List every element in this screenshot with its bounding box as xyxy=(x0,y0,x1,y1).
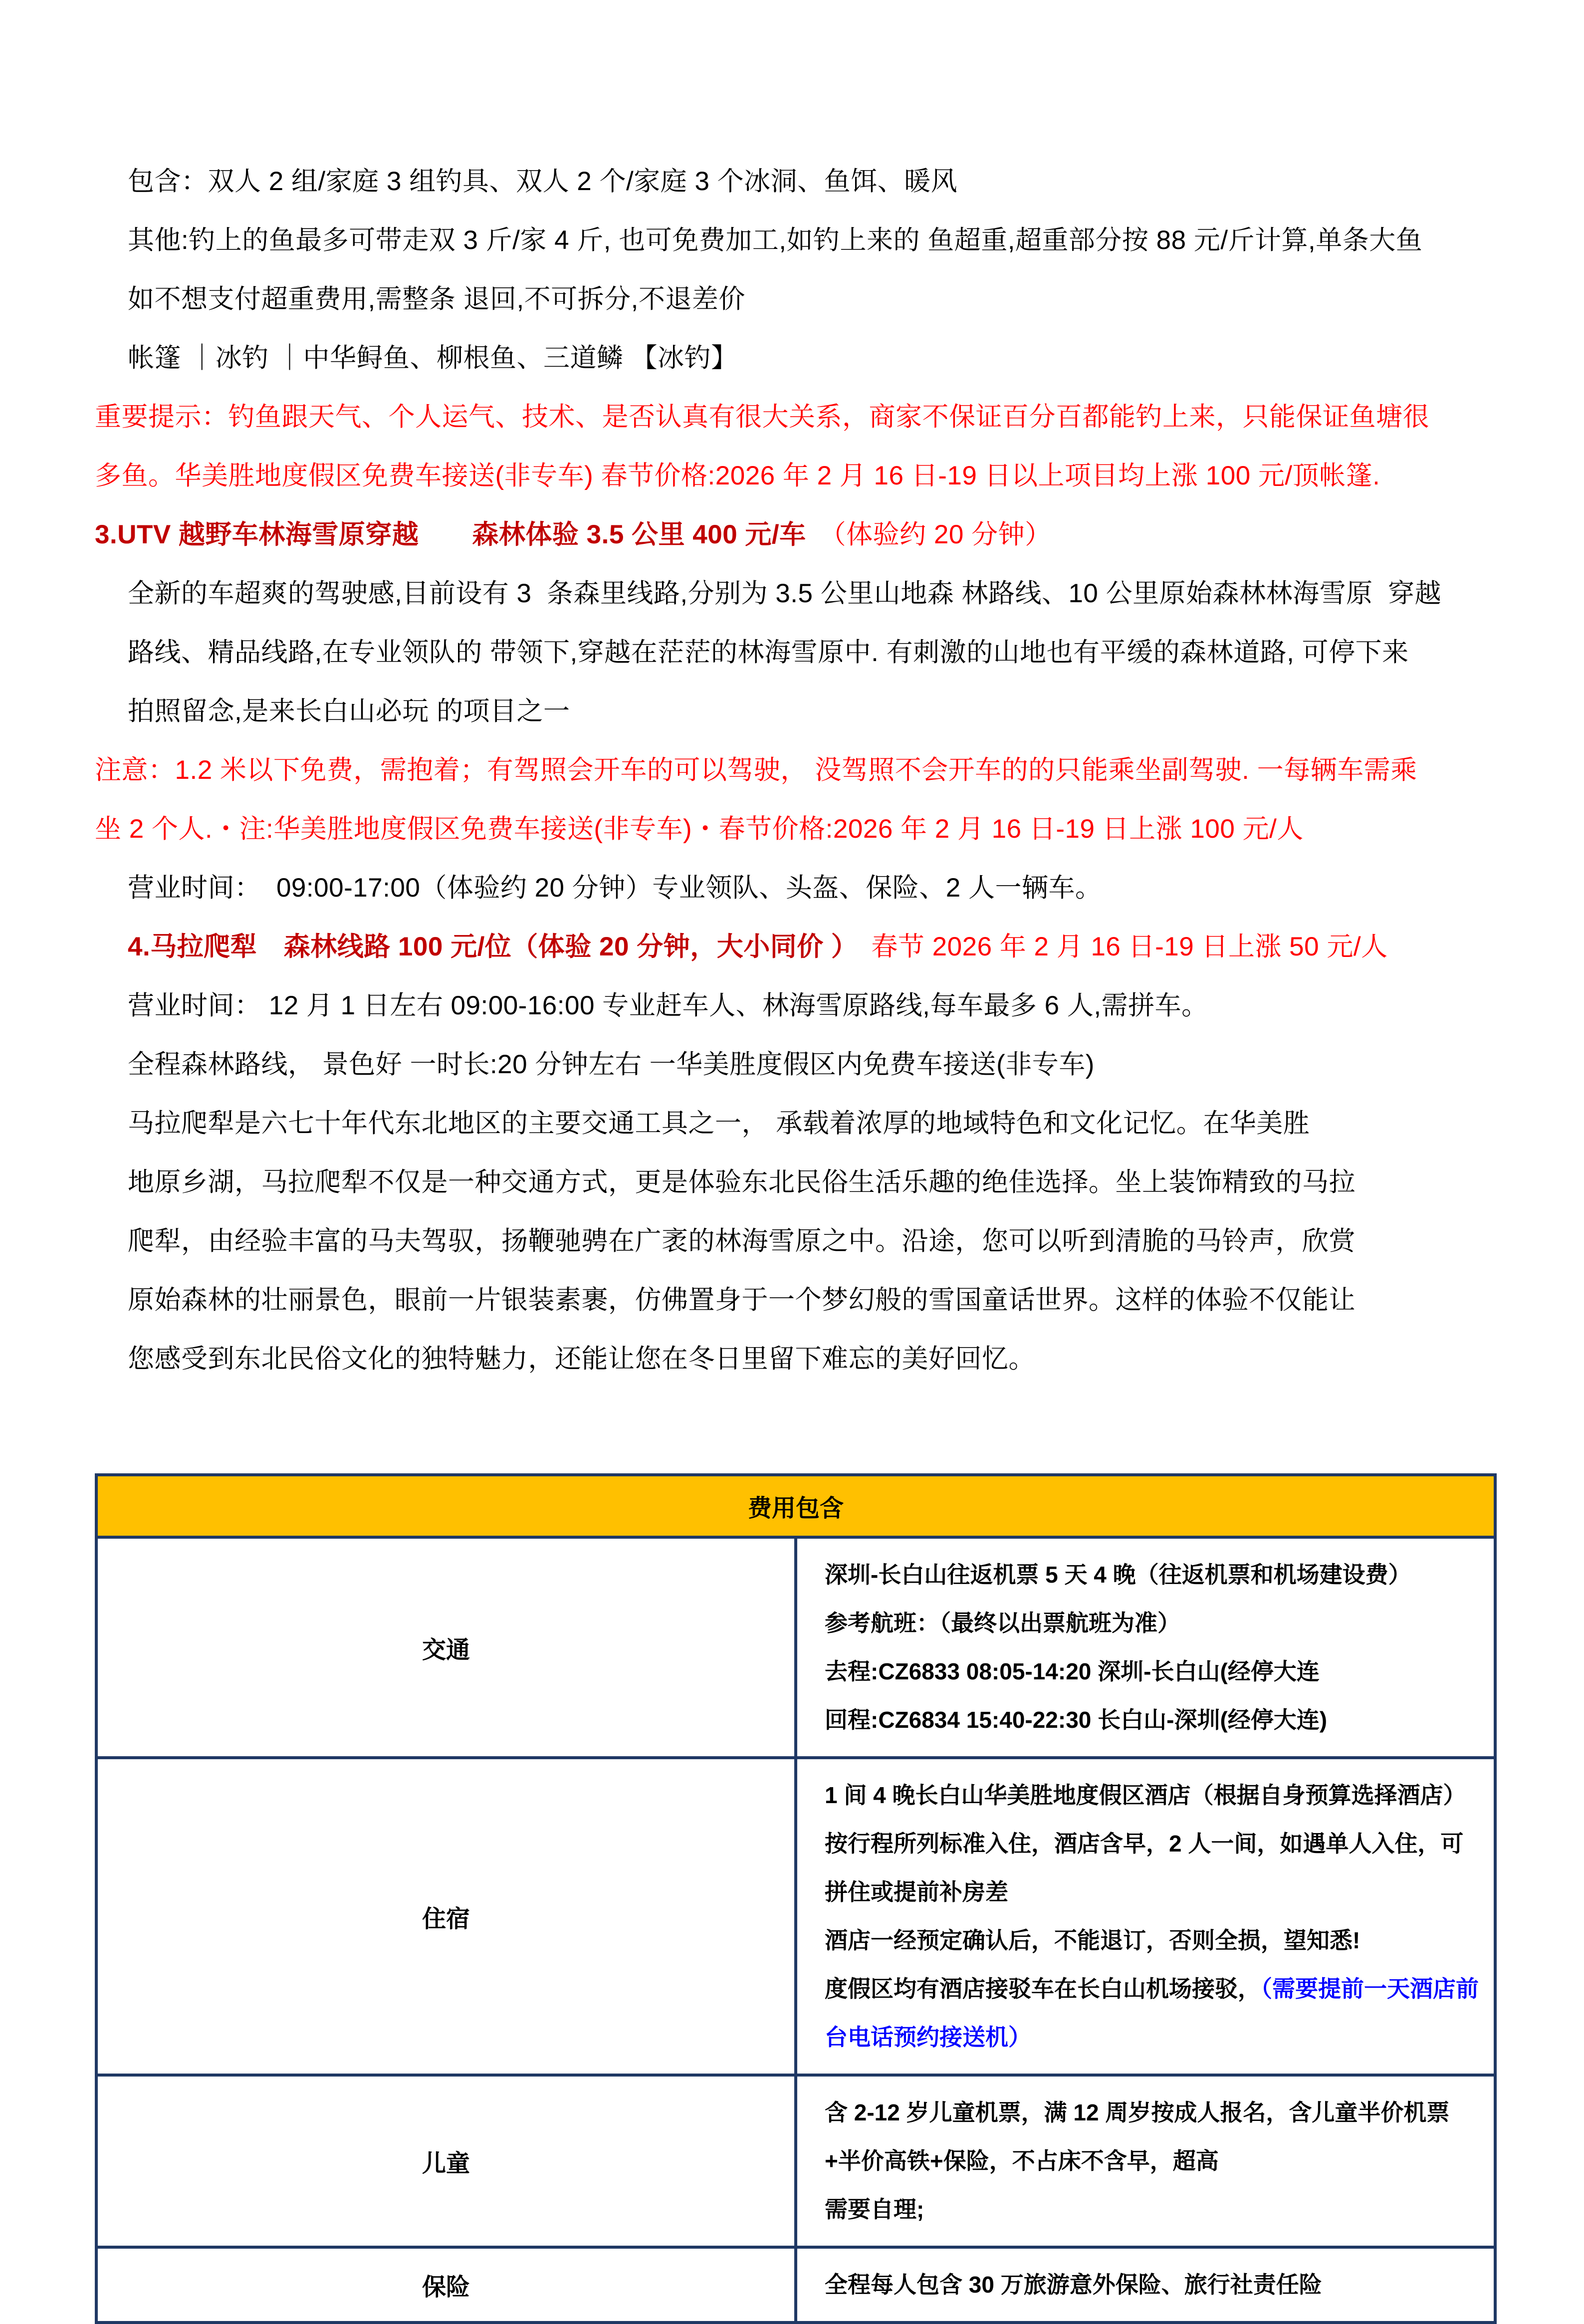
fee-row-content xyxy=(796,2075,1495,2247)
text-line xyxy=(95,564,1497,623)
cell-line xyxy=(825,1696,1479,1744)
text-segment: 地原乡湖，马拉爬犁不仅是一种交通方式，更是体验东北民俗生活乐趣的绝佳选择。坐上装饰精致的马拉 xyxy=(128,1167,1356,1197)
text-segment: 全程森林路线， 景色好 一时长:20 分钟左右 一华美胜度假区内免费车接送(非专车) xyxy=(128,1050,1095,1079)
text-line xyxy=(95,211,1497,270)
fee-row-label: 住宿 xyxy=(96,1758,796,2075)
text-line xyxy=(95,1035,1497,1094)
fee-row-label: 儿童 xyxy=(96,2075,796,2247)
fee-table xyxy=(95,1473,1497,2324)
text-segment: 多鱼。华美胜地度假区免费车接送(非专车) 春节价格:2026 年 2 月 16 日-19 日以上项目均上涨 100 元/顶帐篷. xyxy=(95,461,1380,490)
text-line xyxy=(95,447,1497,505)
text-segment: 营业时间： 09:00-17:00（体验约 20 分钟）专业领队、头盔、保险、2 人一辆车。 xyxy=(128,873,1102,903)
text-segment: 注意：1.2 米以下免费，需抱着；有驾照会开车的可以驾驶， 没驾照不会开车的的只能乘坐副驾驶. 一每辆车需乘 xyxy=(95,755,1417,785)
text-line xyxy=(95,505,1497,564)
text-line xyxy=(95,270,1497,329)
text-segment: 包含：双人 2 组/家庭 3 组钓具、双人 2 个/家庭 3 个冰洞、鱼饵、暖风 xyxy=(128,167,958,196)
cell-line xyxy=(825,2261,1479,2309)
text-segment: 重要提示：钓鱼跟天气、个人运气、技术、是否认真有很大关系，商家不保证百分百都能钓上来，只能保证鱼塘很 xyxy=(95,402,1429,432)
text-segment: （需要提前一天酒店前台电话预约接送机） xyxy=(825,1976,1479,2050)
cell-line xyxy=(825,1771,1479,1820)
text-segment: 深圳-长白山往返机票 5 天 4 晚（往返机票和机场建设费） xyxy=(825,1562,1411,1588)
fee-table-row xyxy=(96,1758,1495,2075)
document-body xyxy=(95,152,1497,1389)
cell-line xyxy=(825,2089,1479,2185)
text-segment: 其他:钓上的鱼最多可带走双 3 斤/家 4 斤, 也可免费加工,如钓上来的 鱼超重,超重部分按 88 元/斤计算,单条大鱼 xyxy=(128,226,1423,255)
cell-line xyxy=(825,1820,1479,1916)
text-segment: 路线、精品线路,在专业领队的 带领下,穿越在茫茫的林海雪原中. 有刺激的山地也有平缓的森林道路, 可停下来 xyxy=(128,638,1409,667)
fee-table-title: 费用包含 xyxy=(96,1475,1495,1537)
text-segment: 去程:CZ6833 08:05-14:20 深圳-长白山(经停大连 xyxy=(825,1658,1320,1684)
text-line xyxy=(95,976,1497,1035)
fee-row-content xyxy=(796,1537,1495,1758)
text-segment: （体验约 20 分钟） xyxy=(833,520,1052,549)
fee-row-label: 交通 xyxy=(96,1537,796,1758)
text-segment: 参考航班：（最终以出票航班为准） xyxy=(825,1610,1180,1636)
text-line xyxy=(95,918,1497,976)
text-segment: 1 间 4 晚长白山华美胜地度假区酒店（根据自身预算选择酒店） xyxy=(825,1782,1466,1808)
text-segment: 马拉爬犁是六七十年代东北地区的主要交通工具之一， 承载着浓厚的地域特色和文化记忆。在华美胜 xyxy=(128,1109,1310,1138)
text-line xyxy=(95,388,1497,447)
text-segment: 帐篷 ｜冰钓 ｜中华鲟鱼、柳根鱼、三道鳞 【冰钓】 xyxy=(128,343,738,373)
text-line xyxy=(95,1094,1497,1153)
text-segment: 酒店一经预定确认后，不能退订，否则全损，望知悉! xyxy=(825,1927,1360,1953)
text-line xyxy=(95,1153,1497,1212)
cell-line xyxy=(825,2185,1479,2234)
text-segment: 度假区均有酒店接驳车在长白山机场接驳， xyxy=(825,1976,1261,2002)
text-segment: 春节 2026 年 2 月 16 日-19 日上涨 50 元/人 xyxy=(844,932,1388,961)
text-segment: 按行程所列标准入住，酒店含早，2 人一间，如遇单人入住，可拼住或提前补房差 xyxy=(825,1831,1464,1905)
text-line xyxy=(95,623,1497,682)
text-segment: 您感受到东北民俗文化的独特魅力，还能让您在冬日里留下难忘的美好回忆。 xyxy=(128,1344,1035,1374)
text-segment: 坐 2 个人.・注:华美胜地度假区免费车接送(非专车)・春节价格:2026 年 2 月 16 日-19 日上涨 100 元/人 xyxy=(95,814,1304,844)
text-line xyxy=(95,859,1497,918)
text-segment: 全新的车超爽的驾驶感,目前设有 3 条森里线路,分别为 3.5 公里山地森 林路线、10 公里原始森林林海雪原 穿越 xyxy=(128,579,1442,608)
fee-table-row xyxy=(96,2075,1495,2247)
fee-row-content xyxy=(796,2247,1495,2323)
text-line xyxy=(95,800,1497,859)
text-line xyxy=(95,329,1497,388)
text-segment: 原始森林的壮丽景色，眼前一片银装素裹，仿佛置身于一个梦幻般的雪国童话世界。这样的体验不仅能让 xyxy=(128,1285,1356,1315)
fee-table-row xyxy=(96,1537,1495,1758)
text-segment: 4.马拉爬犁 森林线路 100 元/位（体验 20 分钟，大小同价 ） xyxy=(128,932,845,961)
text-line xyxy=(95,741,1497,800)
cell-line xyxy=(825,1599,1479,1647)
text-segment: 需要自理; xyxy=(825,2196,924,2222)
cell-line xyxy=(825,1647,1479,1696)
text-segment: 回程:CZ6834 15:40-22:30 长白山-深圳(经停大连) xyxy=(825,1707,1328,1733)
cell-line xyxy=(825,1551,1479,1599)
text-segment: 全程每人包含 30 万旅游意外保险、旅行社责任险 xyxy=(825,2272,1322,2298)
text-line xyxy=(95,682,1497,741)
text-line xyxy=(95,1330,1497,1389)
text-segment: 营业时间： 12 月 1 日左右 09:00-16:00 专业赶车人、林海雪原路线,每车最多 6 人,需拼车。 xyxy=(128,991,1208,1020)
fee-table-header-row xyxy=(96,1475,1495,1537)
fee-row-label: 保险 xyxy=(96,2247,796,2323)
text-segment: 爬犁，由经验丰富的马夫驾驭，扬鞭驰骋在广袤的林海雪原之中。沿途，您可以听到清脆的马铃声，欣赏 xyxy=(128,1226,1356,1256)
text-segment: 拍照留念,是来长白山必玩 的项目之一 xyxy=(128,697,570,726)
text-segment: 如不想支付超重费用,需整条 退回,不可拆分,不退差价 xyxy=(128,284,745,314)
fee-row-content xyxy=(796,1758,1495,2075)
text-segment: 含 2-12 岁儿童机票，满 12 周岁按成人报名，含儿童半价机票+半价高铁+保险，不占床不含早，超高 xyxy=(825,2099,1450,2174)
text-line xyxy=(95,1212,1497,1271)
cell-line xyxy=(825,1965,1479,2062)
fee-table-row xyxy=(96,2247,1495,2323)
text-segment: 3.UTV 越野车林海雪原穿越 森林体验 3.5 公里 400 元/车 xyxy=(95,520,833,549)
cell-line xyxy=(825,1916,1479,1965)
text-line xyxy=(95,1271,1497,1330)
text-line xyxy=(95,152,1497,211)
